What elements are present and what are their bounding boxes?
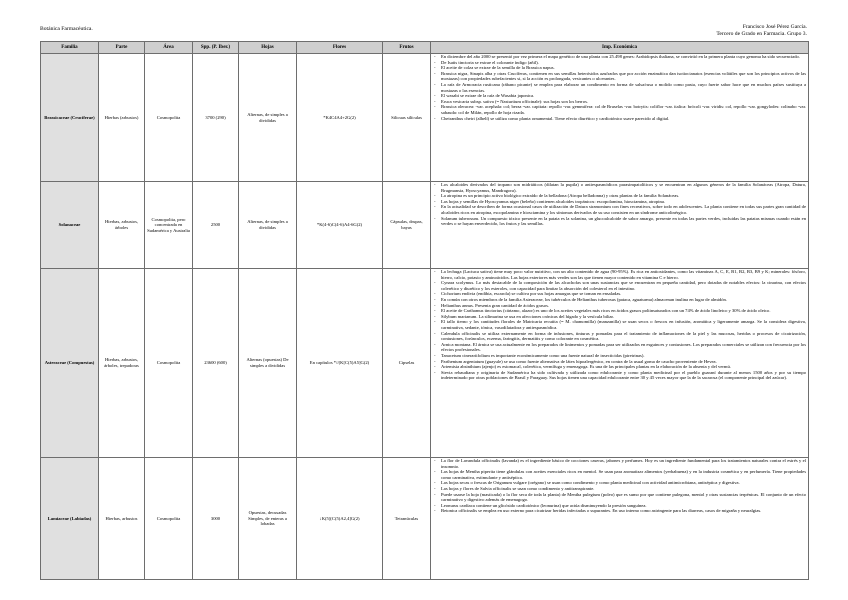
cell-familia: Solanaceae	[41, 182, 99, 269]
table-row	[41, 269, 809, 458]
use-item: - Los alcaloides derivados del tropano son midriáticos (dilatan la pupila) o antiespasmódicos parasimpatolíticos y se encuentran en algunos géneros de la familia Solanáceas (Atropa, Datura, Brugmansia, Hyoscyamus, Mandragora).	[433, 182, 806, 193]
use-item: - Calendula officinalis se utiliza externamente en forma de infusiones, tinturas y pomadas para el tratamiento de inflamaciones de la piel y las mucosas, heridas o procesos de cicatrización, contusiones, forúnculos, eczema, faringitis, dermatitis y como colorante en cosmética.	[433, 331, 806, 342]
use-item: - Cynara scolymus. Lo más destacable de la composición de las alcachofas son unas sustancias que se encuentran en pequeña cantidad, pero dotadas de notables efectos: la cinarina, con efectos colerético y diurético y los esteroles, con capacidad para limitar la absorción del colesterol en el intestino.	[433, 280, 806, 291]
use-item: - Leonurus cardiaca contiene un glicósido cardiotónico (leonurina) que actúa disminuyendo la presión sanguínea.	[433, 503, 806, 509]
use-item: - Silybum marianum. La silimarina se usa en afecciones crónicas del hígado y la vesícula biliar.	[433, 314, 806, 320]
use-item: - En la actualidad se describen de forma ocasional casos de utilización de Datura stramonium con fines recreativos, sobre todo en adolescentes. La planta contiene en todas sus partes gran cantidad de alcaloides ricos en atropina, escopolamina e hiosciamina y los síntomas derivados de su uso consisten en un síndrome anticolinérgico.	[433, 204, 806, 215]
use-item: - De Isatis tinctoria se extrae el colorante índigo (añil).	[433, 60, 806, 66]
header-course-title: Botánica Farmacéutica.	[40, 26, 93, 32]
use-item: - El aceite de Carthamus tinctorius (cártamo, alazor) es uno de los aceites vegetales más ricos en ácidos grasos poliinsaturados con un 74% de ácido linoleico y 30% de ácido oleico.	[433, 308, 806, 314]
use-item: - La lechuga (Lactuca sativa) tiene muy poco valor nutritivo, con un alto contenido de agua (90-95%). Es rica en antioxidantes, como las vitaminas A, C, E, B1, B2, B3, B9 y K; minerales: fósforo, hierro, calcio, potasio y aminoácidos. Las hojas exteriores más verdes son las que tienen mayor contenido en vitamina C e hierro.	[433, 269, 806, 280]
cell-flores: *K4C4A4+2G(2)	[297, 54, 383, 182]
use-item: - Solanum tuberosum. Un compuesto tóxico presente en la patata es la solanina, un glucoalcaloide de sabor amargo, presente en todas las partes verdes, incluidas las patatas mismas cuando están en verdes o se hayan enverdecido, los frutos y las semillas.	[433, 216, 806, 227]
use-item: - El wasabi se extrae de la raíz de Wasabia japonica.	[433, 93, 806, 99]
use-item: - Las hojas secas o frescas de Origanum vulgare (orégano) se usan como condimento y como planta medicinal con actividad antimicrobiana, antiséptica y digestiva.	[433, 480, 806, 486]
use-item: - Arnica montana. El árnica se usa actualmente en los preparados de linimentos y pomadas para ser utilizados en esguinces y contusiones. Los preparados comerciales se utilizan con frecuencia por los efectos profesionales.	[433, 342, 806, 353]
cell-spp: 2500	[193, 182, 239, 269]
uses-list	[433, 458, 806, 514]
use-item: - Artemisia absinthium (ajenjo) es estomacal, colerética, vermífuga y emenagoga. Es una de las principales plantas en la elaboración de la absenta y del vermú.	[433, 364, 806, 370]
use-item: - En común con otros miembros de la familia Asteraceae, los tubérculos de Helianthus tuberosus (pataca, aguaturma) almacenan inulina en lugar de almidón.	[433, 297, 806, 303]
use-item: - En diciembre del año 2000 se presentó por vez primera el mapa genético de una planta con 25.498 genes: Arabidopsis thaliana, se convirtió en la primera planta cuyo genoma ha sido secuenciado.	[433, 54, 806, 60]
column-header-spp: Spp. (P. Iber.)	[193, 42, 239, 54]
header-author-block	[716, 24, 807, 38]
column-header-area: Área	[145, 42, 193, 54]
cell-parte: Hierbas, arbustos	[99, 458, 145, 580]
cell-familia: Brassicaceae (Cruciferae)	[41, 54, 99, 182]
use-item: - El aceite de colza se extrae de la semilla de la Brassica napus.	[433, 65, 806, 71]
cell-frutos: Tetranúculas	[383, 458, 431, 580]
cell-hojas: Alternas (opuestas) De simples a divididas	[239, 269, 297, 458]
uses-list	[433, 182, 806, 227]
cell-spp: 3700 (290)	[193, 54, 239, 182]
use-item: - Cheiranthus cheiri (alhelí) se utiliza como planta ornamental. Tiene efecto diurético y cardiotónico suave parecido al digital.	[433, 116, 806, 122]
use-item: - Puede usarse la hoja (masticada) o la flor seca de toda la planta) de Mentha pulegium (poleo) que es sumo por que contiene pulegona, mentol y otras sustancias terpénicas. El conjunto de un efecto carminativo y digestivo además de emenagogo.	[433, 492, 806, 503]
use-item: - Las hojas y flores de Salvia officinalis se usan como condimento y antitranspirante.	[433, 486, 806, 492]
column-header-importancia: Imp. Económica	[431, 42, 809, 54]
column-header-flores: Flores	[297, 42, 383, 54]
column-header-familia: Familia	[41, 42, 99, 54]
use-item: - La raíz de Armoracia rusticana (rábano picante) se emplea para elaborar un condimento en forma de salsa/rusa o molido como pasta, cuyo fuerte sabor hace que en muchos países sustituya a mostazas o las esencias.	[433, 82, 806, 93]
cell-area: Cosmopolita	[145, 54, 193, 182]
use-item: - Las hojas de Mentha piperita tiene glándulas con aceites esenciales ricos en mentol. Se usan para aromatizar alimentos (yerbabuena) y en la industria cosmética y en perfumería. Tiene propiedades como carminativa, estimulante y antiséptica.	[433, 469, 806, 480]
use-item: - Brassica oleracea: -var. acephala: col; berza -var. capitata: repollo -var. gemmifera: col de Bruselas -var. botrytis: coliflor -var. italica: brócoli -var. viridis: col, repollo -var. gongylodes: colinabo -var. sabauda: col de Milán, repollo de hoja rizada.	[433, 104, 806, 115]
cell-spp: 23600 (600)	[193, 269, 239, 458]
uses-list	[433, 269, 806, 381]
table-row	[41, 458, 809, 580]
cell-frutos: Silicuas silículas	[383, 54, 431, 182]
use-item: - Cichorium endivia (endibia, escarola) se cultiva por sus hojas amargas que se toman en ensaladas.	[433, 291, 806, 297]
cell-area: Cosmopolita	[145, 269, 193, 458]
use-item: - Brassica nigra, Sinapis alba y otras Crucíferas, contienen en sus semillas heterósidos azufrados que por acción enzimática dan isotiocianatos (esencias volátiles que son los principios activos de las mostazas) con propiedades rubefacientes si, si la acción es prolongada, vesicantes o ulcerantes.	[433, 71, 806, 82]
cell-frutos: Cápsulas, drupas, bayas	[383, 182, 431, 269]
cell-parte: Hierbas (arbustos)	[99, 54, 145, 182]
use-item: - Parthenium argentatum (guayule) se usa como fuente alternativa de látex hipoalergénico, en contra de la usual goma de caucho proveniente de Hevea.	[433, 359, 806, 365]
use-item: - La flor de Lavandula officinalis (lavanda) es el ingrediente básico de cocciones caseras, jabones y perfumes. Hoy es un ingrediente fundamental para los tratamientos naturales contra el estrés y el insomnio.	[433, 458, 806, 469]
use-item: - Stevia rebaudiana y originaria de Sudamérica ha sido cultivada y utilizada como edulcorante y como planta medicinal por el pueblo guaraní durante al menos 1500 años y por su tiempo indeterminado por otras poblaciones de Brasil y Paraguay. Sus hojas tienen una capacidad edulcorante entre 30 y 45 veces mayor que la de la sacarosa (el componente principal del azúcar).	[433, 370, 806, 381]
cell-hojas: Alternas, de simples a divididas	[239, 182, 297, 269]
cell-spp: 3000	[193, 458, 239, 580]
cell-importancia	[431, 54, 809, 182]
uses-list	[433, 54, 806, 121]
table-row	[41, 182, 809, 269]
header-course-group: Tercero de Grado en Farmacia. Grupo 3.	[716, 31, 807, 37]
cell-importancia	[431, 269, 809, 458]
cell-flores: ↓K(5)[C(5)A2,4]G(2)	[297, 458, 383, 580]
cell-importancia	[431, 182, 809, 269]
use-item: - Betonica officinalis se emplea en uso externo para cicatrizar heridas infectadas o supurantes. En uso interno como astringente para las diarreas, casos de migraña y neuralgias.	[433, 508, 806, 514]
cell-importancia	[431, 458, 809, 580]
cell-frutos: Cipselas	[383, 269, 431, 458]
header-author-name: Francisco José Pérez García.	[742, 24, 807, 30]
column-header-hojas: Hojas	[239, 42, 297, 54]
use-item: - Las hojas y semillas de Hyoscyamus niger (beleño) contienen alcaloides tropánicos: escopolamina, hiosciamina, atropina.	[433, 199, 806, 205]
cell-parte: Hierbas, arbustos, árboles, trepadoras	[99, 269, 145, 458]
use-item: - Tanacetum cinerariifolium es importante económicamente como una fuente natural de insecticidas (piretrinas).	[433, 353, 806, 359]
column-header-frutos: Frutos	[383, 42, 431, 54]
use-item: - Eruca vesicaria subsp. sativa (= Nasturtium officinale): sus hojas son los berros.	[433, 99, 806, 105]
cell-familia: Lamiaceae (Labiadas)	[41, 458, 99, 580]
botany-families-table	[40, 41, 809, 580]
cell-hojas: Alternas, de simples a divididas	[239, 54, 297, 182]
use-item: - Helianthus annus. Presenta gran cantidad de ácidos grasos.	[433, 303, 806, 309]
cell-area: Cosmopolita, pero concentrada en Sudamérica y Australia	[145, 182, 193, 269]
cell-flores: *K(4-6)C(4-6)A4-6G(2)	[297, 182, 383, 269]
cell-flores: En capítulos *//(K[C(5)A5]G(2)	[297, 269, 383, 458]
cell-familia: Asteraceae (Compuestas)	[41, 269, 99, 458]
cell-parte: Hierbas, arbustos, árboles	[99, 182, 145, 269]
column-header-parte: Parte	[99, 42, 145, 54]
table-row	[41, 54, 809, 182]
cell-hojas: Opuestas, decusadas Simples, de enteras a lobadas	[239, 458, 297, 580]
table-header-row	[41, 42, 809, 54]
use-item: - El tallo tierno y los cantitudes florales de Matricaria recutita (= M. chamomilla) (manzanilla) se usan secos o frescos en infusión, aromática y ligeramente amarga. Se la considera digestiva, carminativa, sedante, tónica, vasodilatadora y antiespasmódica.	[433, 319, 806, 330]
use-item: - La atropina es un principio activo biológico extraído de la belladona (Atropa belladonna) y otras plantas de la familia Solanáceas.	[433, 193, 806, 199]
cell-area: Cosmopolita	[145, 458, 193, 580]
